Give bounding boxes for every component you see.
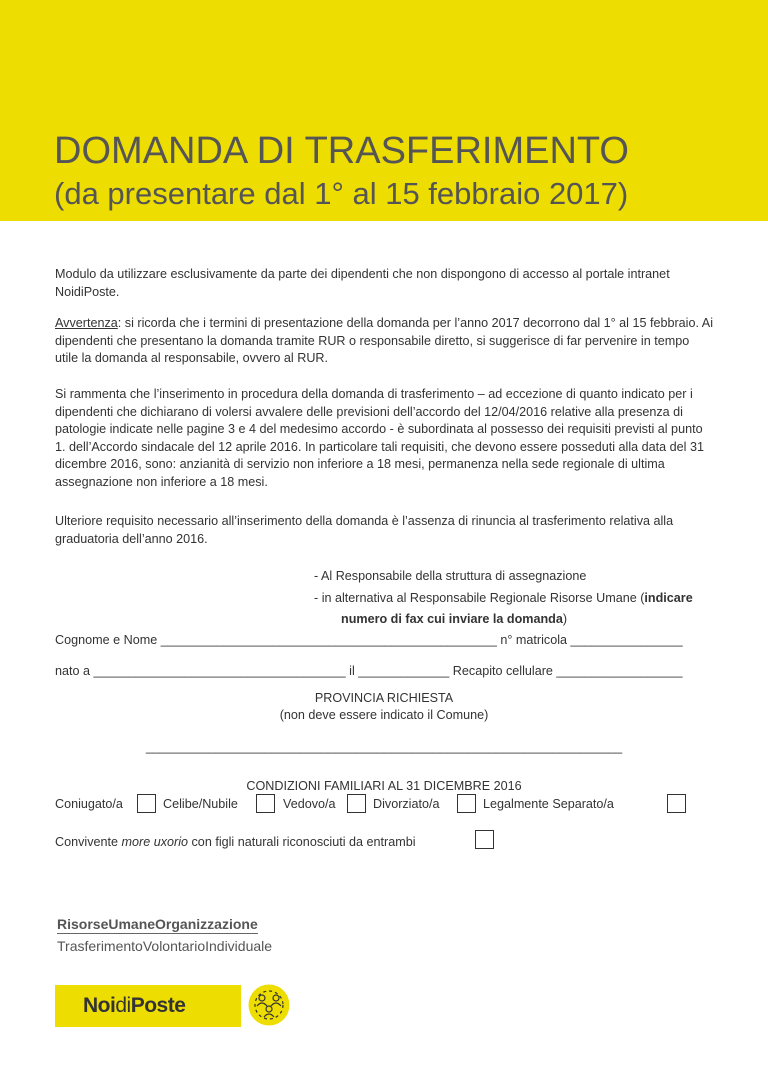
footer-procedure: TrasferimentoVolontarioIndividuale: [57, 938, 273, 954]
divorziato-checkbox[interactable]: [457, 794, 476, 813]
option-divorziato-label: Divorziato/a: [373, 797, 440, 811]
family-heading: CONDIZIONI FAMILIARI AL 31 DICEMBRE 2016: [246, 779, 522, 793]
logo-noi: Noi: [83, 994, 116, 1017]
province-label: PROVINCIA RICHIESTA: [314, 691, 454, 705]
celibe-checkbox[interactable]: [256, 794, 275, 813]
recipient-line-2-bold: indicare: [644, 591, 693, 605]
page-subtitle: (da presentare dal 1° al 15 febbraio 2017): [54, 176, 629, 211]
cohabit-italic: more uxorio: [121, 835, 189, 849]
logo-di: di: [115, 994, 131, 1017]
recipient-line-1: - Al Responsabile della struttura di assegnazione: [314, 569, 587, 583]
province-note: (non deve essere indicato il Comune): [279, 708, 489, 722]
province-input-line[interactable]: ____________________________________________________________________: [145, 740, 623, 754]
cohabit-suffix: con figli naturali riconosciuti da entrambi: [188, 835, 416, 849]
footer-department: RisorseUmaneOrganizzazione: [57, 916, 258, 932]
recipient-line-3-bold: numero di fax cui inviare la domanda: [341, 612, 563, 626]
cohabit-checkbox[interactable]: [475, 830, 494, 849]
noidiposte-logo: [55, 985, 241, 1027]
option-coniugato-label: Coniugato/a: [55, 797, 123, 811]
intro-paragraph: Modulo da utilizzare esclusivamente da parte dei dipendenti che non dispongono di accesso al portale intranet NoidiPoste.: [55, 267, 670, 299]
cohabit-label: [55, 835, 416, 849]
warning-label: Avvertenza: [55, 316, 118, 330]
logo-text: [83, 994, 185, 1018]
warning-text: : si ricorda che i termini di presentazione della domanda per l’anno 2017 decorrono dal 1° al 15 febbraio. Ai dipendenti che presentano la domanda tramite RUR o responsabile diretto, si suggerisce di far pervenire in tempo utile la domanda al responsabile, ovvero al RUR.: [55, 316, 713, 365]
page-title: DOMANDA DI TRASFERIMENTO: [54, 130, 629, 172]
option-separato-label: Legalmente Separato/a: [483, 797, 614, 811]
people-circle-icon: [248, 984, 290, 1026]
recipient-line-3: [341, 612, 567, 626]
recipient-line-2: [314, 591, 693, 605]
option-vedovo-label: Vedovo/a: [283, 797, 336, 811]
logo-poste: Poste: [130, 994, 186, 1017]
additional-requirement-paragraph: Ulteriore requisito necessario all’inserimento della domanda è l’assenza di rinuncia al trasferimento relativa alla graduatoria dell’anno 2016.: [55, 514, 674, 546]
cohabit-prefix: Convivente: [55, 835, 122, 849]
recipient-line-3-suffix: ): [562, 612, 568, 626]
requirements-paragraph: Si rammenta che l’inserimento in procedura della domanda di trasferimento – ad eccezione di quanto indicato per i dipendenti che dichiarano di volersi avvalere delle previsioni dell’accordo del 12/04/2016 relative alla presenza di patologie indicate nelle pagine 3 e 4 del medesimo accordo - è subordinata al possesso dei requisiti previsti al punto 1. dell’Accordo sindacale del 12 aprile 2016. In particolare tali requisiti, che devono essere posseduti alla data del 31 dicembre 2016, sono: anzianità di servizio non inferiore a 18 mesi, permanenza nella sede regionale di ultima assegnazione non inferiore a 18 mesi.: [55, 387, 704, 489]
warning-paragraph: [55, 315, 715, 368]
coniugato-checkbox[interactable]: [137, 794, 156, 813]
vedovo-checkbox[interactable]: [347, 794, 366, 813]
recipient-line-2-text: - in alternativa al Responsabile Regionale Risorse Umane (: [314, 591, 645, 605]
option-celibe-label: Celibe/Nubile: [163, 797, 238, 811]
separato-checkbox[interactable]: [667, 794, 686, 813]
birth-phone-field[interactable]: nato a ____________________________________ il _____________ Recapito cellulare __________________: [55, 664, 683, 678]
name-matricola-field[interactable]: Cognome e Nome ________________________________________________ n° matricola ________________: [55, 633, 683, 647]
